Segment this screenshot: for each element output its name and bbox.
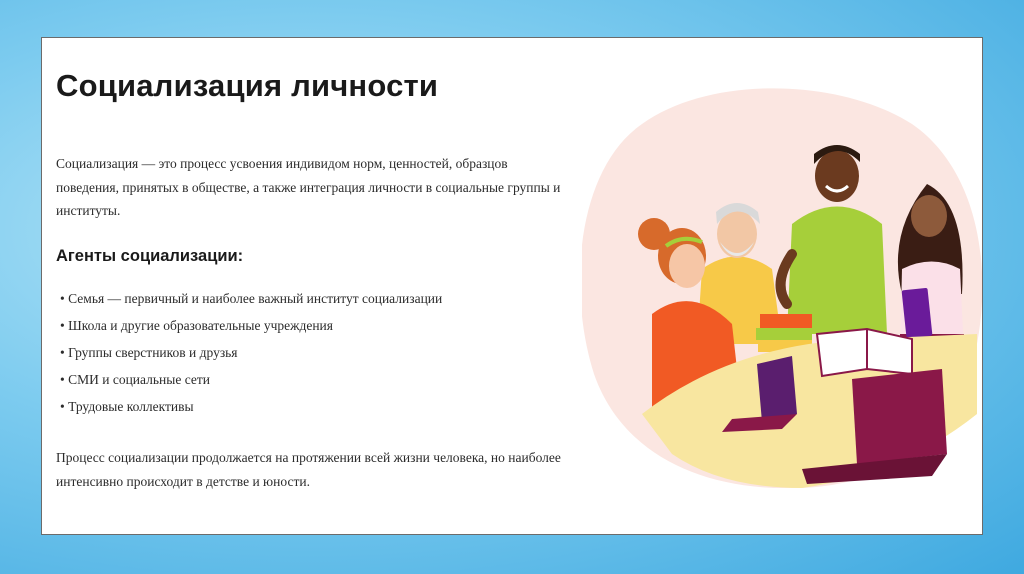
slide-title: Социализация личности <box>56 68 439 103</box>
list-item: • Семья — первичный и наиболее важный институт социализации <box>60 285 442 312</box>
slide <box>41 37 983 535</box>
agents-list <box>60 285 442 420</box>
people-around-table-illustration <box>582 84 982 488</box>
open-notebook <box>817 329 912 376</box>
agents-heading: Агенты социализации: <box>56 247 244 265</box>
list-item: • Школа и другие образовательные учреждения <box>60 312 442 339</box>
outro-paragraph: Процесс социализации продолжается на протяжении всей жизни человека, но наиболее интенсивно происходит в детстве и юности. <box>56 450 561 489</box>
list-item: • Группы сверстников и друзья <box>60 339 442 366</box>
intro-paragraph: Социализация — это процесс усвоения индивидом норм, ценностей, образцов поведения, принятых в обществе, а также интеграция личности в социальные группы и институты. <box>56 156 561 218</box>
list-item: • СМИ и социальные сети <box>60 366 442 393</box>
list-item: • Трудовые коллективы <box>60 393 442 420</box>
